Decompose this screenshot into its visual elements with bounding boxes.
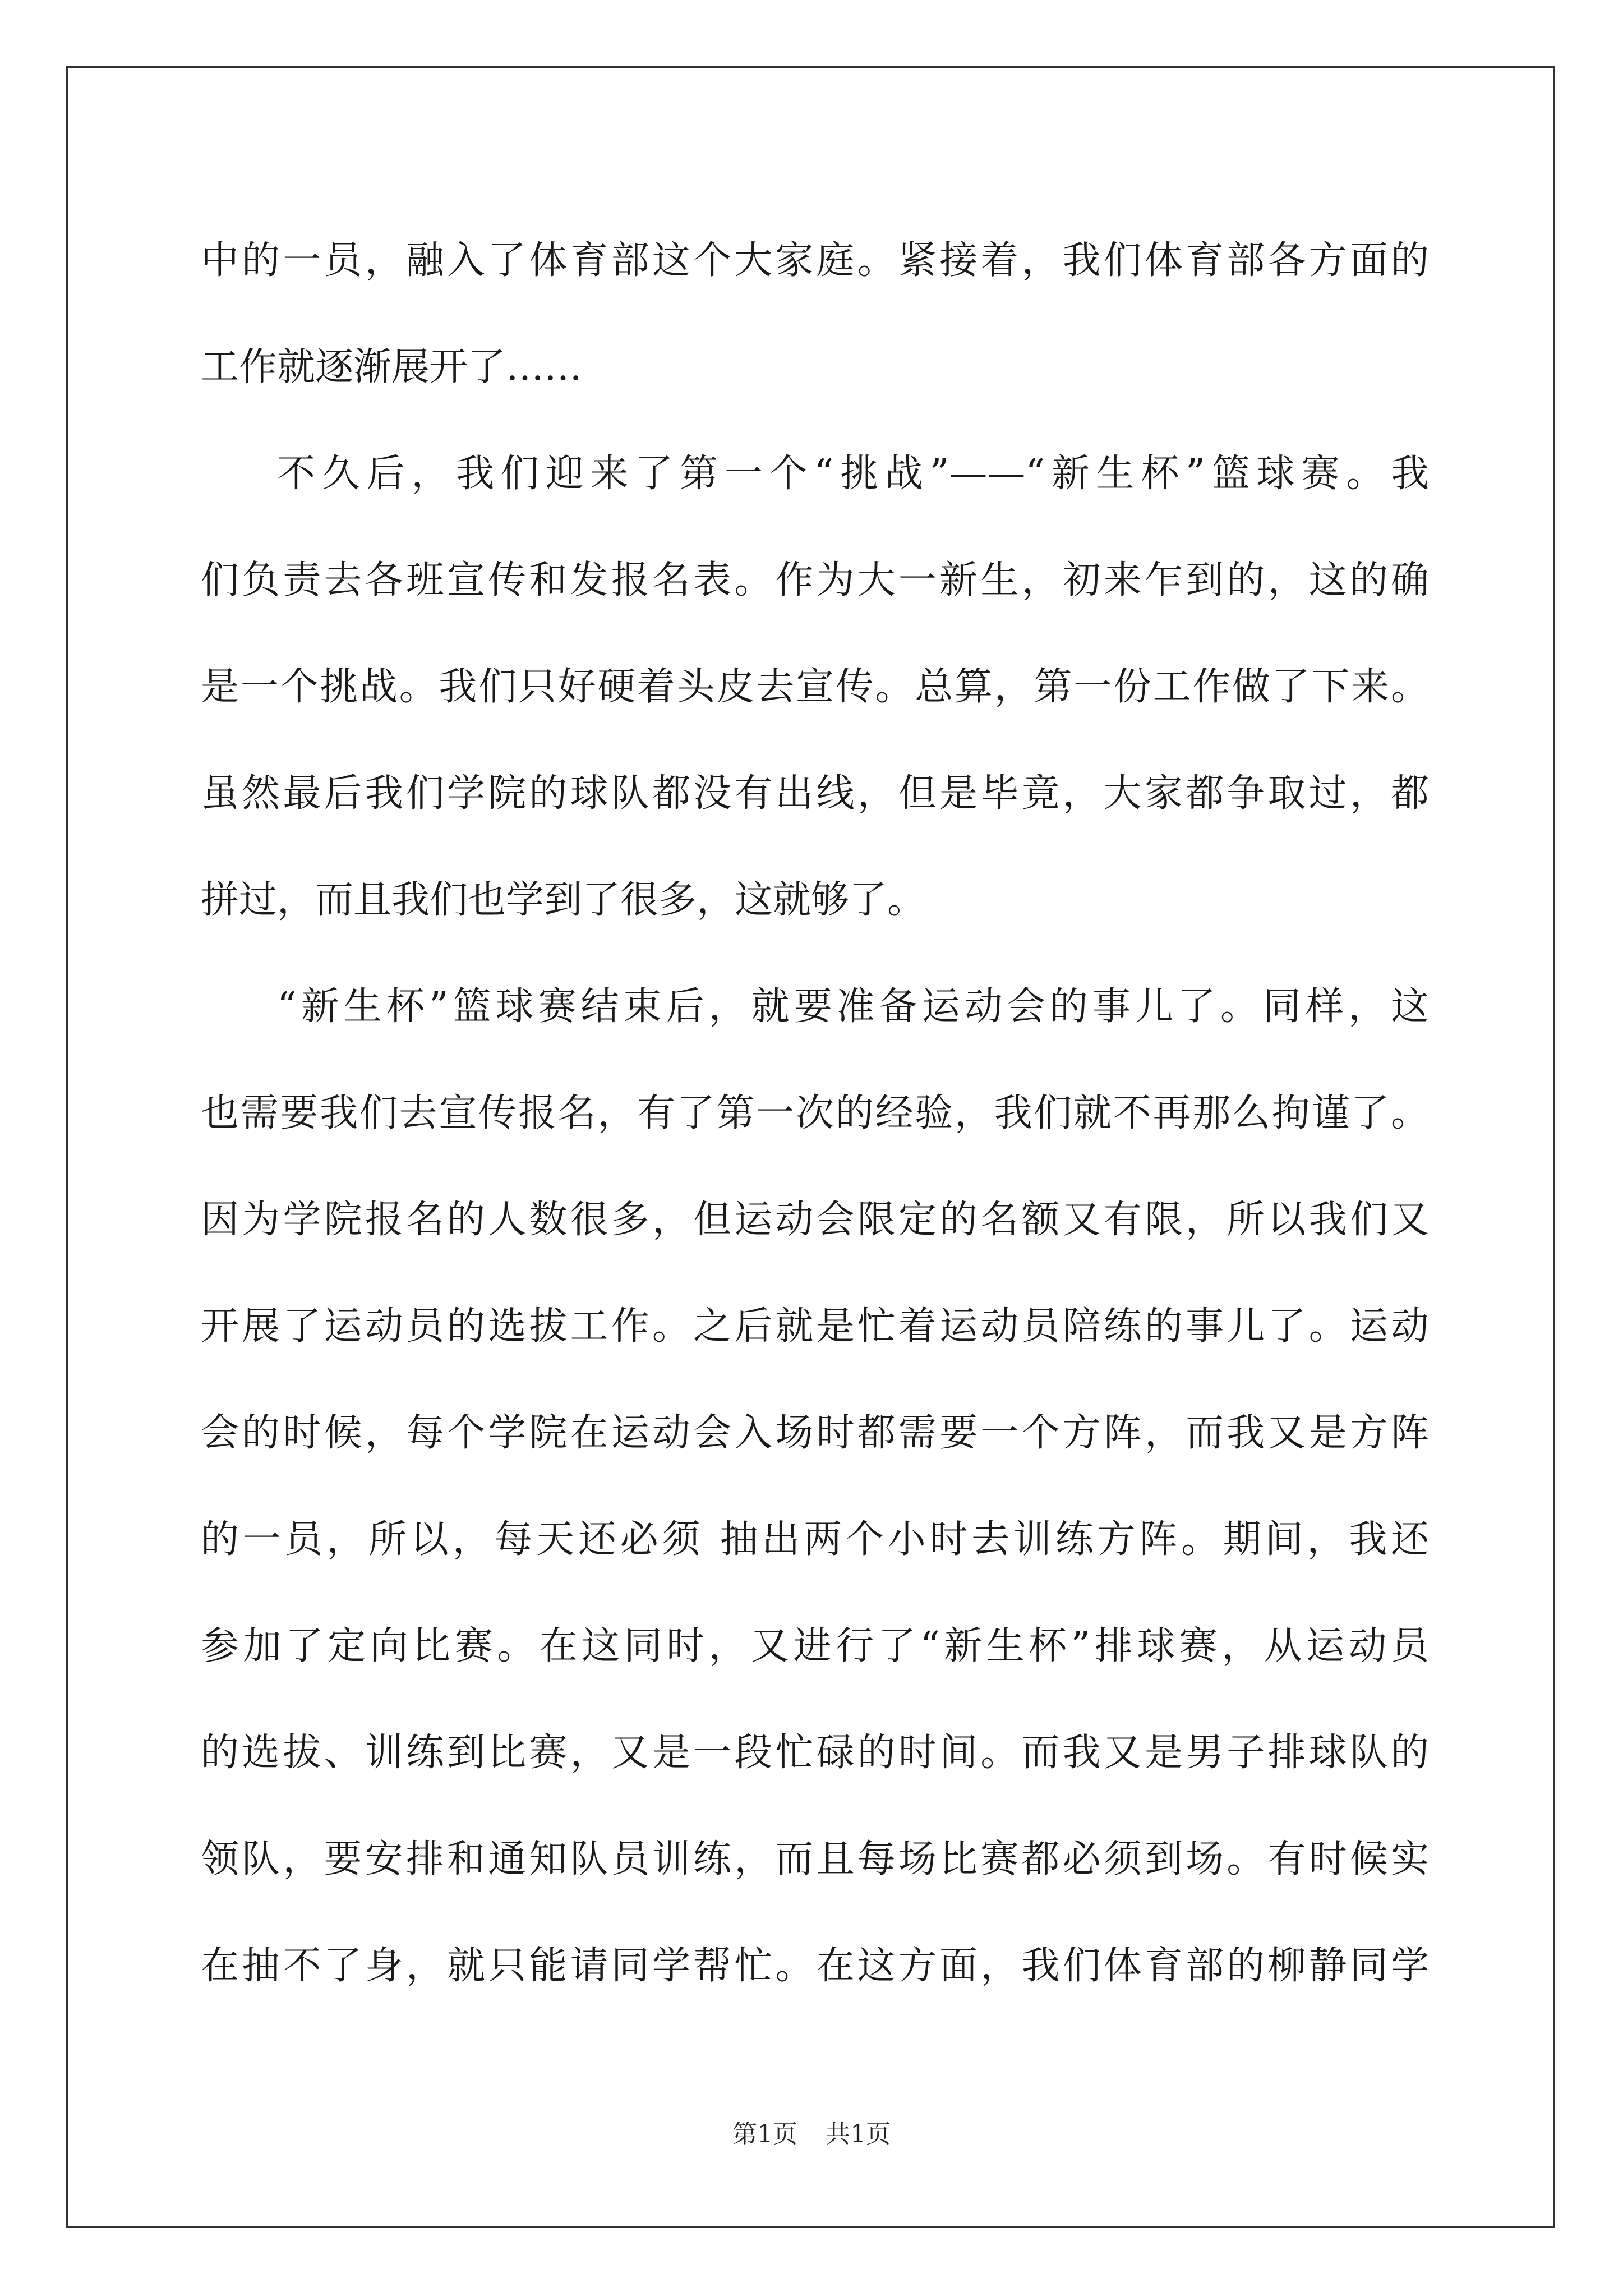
text-line: 的选拔、训练到比赛，又是一段忙碌的时间。而我又是男子排球队的 [201, 1731, 1429, 1775]
text-line: 的一员，所以，每天还必须 抽出两个小时去训练方阵。期间，我还 [201, 1517, 1429, 1562]
page-total: 共1页 [826, 2120, 891, 2148]
text-line: 们负责去各班宣传和发报名表。作为大一新生，初来乍到的，这的确 [201, 558, 1429, 602]
page-number: 第1页 [732, 2120, 797, 2148]
text-line: 也需要我们去宣传报名，有了第一次的经验，我们就不再那么拘谨了。 [201, 1091, 1429, 1135]
text-line: 工作就逐渐展开了…… [201, 345, 583, 389]
text-line: 虽然最后我们学院的球队都没有出线，但是毕竟，大家都争取过，都 [201, 771, 1429, 816]
text-line: “新生杯”篮球赛结束后，就要准备运动会的事儿了。同样，这 [277, 984, 1429, 1029]
text-line: 开展了运动员的选拔工作。之后就是忙着运动员陪练的事儿了。运动 [201, 1304, 1429, 1349]
text-line: 参加了定向比赛。在这同时，又进行了“新生杯”排球赛，从运动员 [201, 1624, 1429, 1668]
text-line: 在抽不了身，就只能请同学帮忙。在这方面，我们体育部的柳静同学 [201, 1944, 1429, 1988]
text-line: 会的时候，每个学院在运动会入场时都需要一个方阵，而我又是方阵 [201, 1411, 1429, 1455]
text-line: 领队，要安排和通知队员训练，而且每场比赛都必须到场。有时候实 [201, 1837, 1429, 1881]
document-body [201, 208, 1429, 2019]
page-footer [0, 2118, 1623, 2151]
text-line: 中的一员，融入了体育部这个大家庭。紧接着，我们体育部各方面的 [201, 238, 1429, 283]
text-line: 拼过，而且我们也学到了很多，这就够了。 [201, 878, 926, 922]
text-line: 是一个挑战。我们只好硬着头皮去宣传。总算，第一份工作做了下来。 [201, 665, 1429, 709]
text-line: 因为学院报名的人数很多，但运动会限定的名额又有限，所以我们又 [201, 1198, 1429, 1242]
text-line: 不久后，我们迎来了第一个“挑战”——“新生杯”篮球赛。我 [277, 452, 1429, 496]
